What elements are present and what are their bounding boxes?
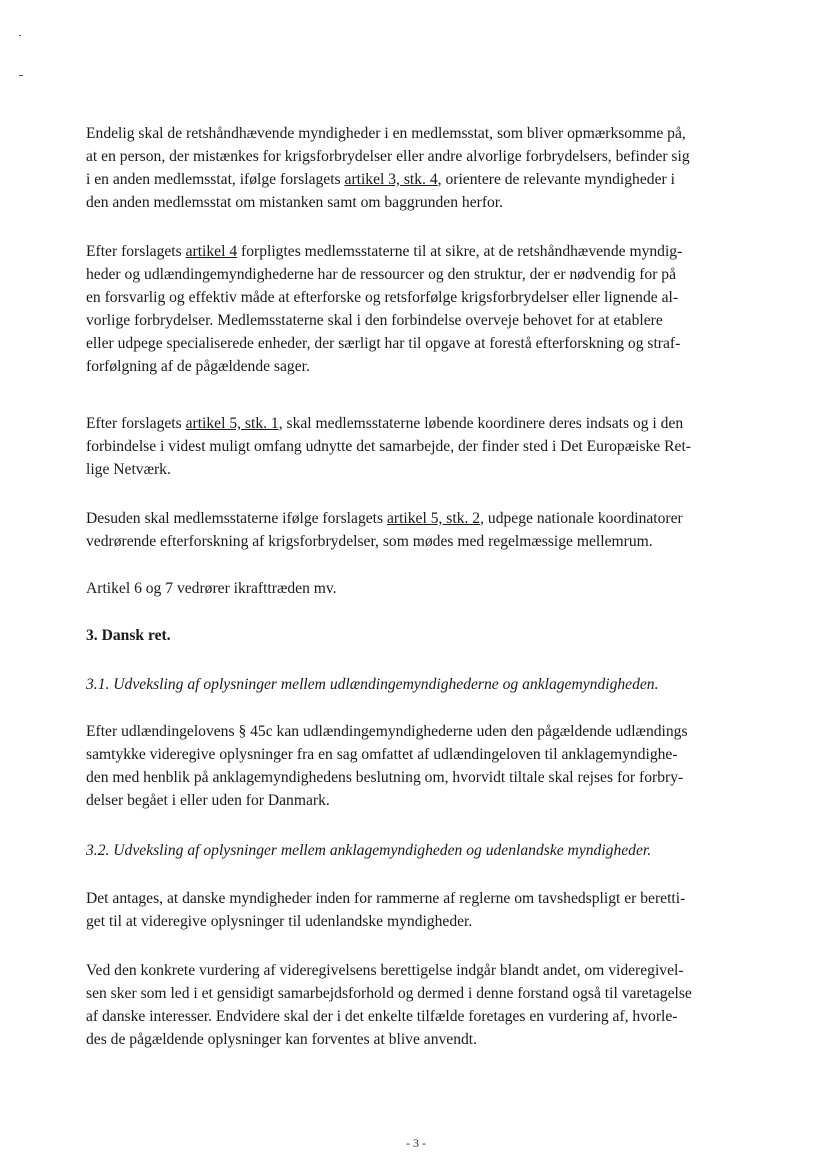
subsection-2-para-1: [86, 887, 746, 933]
article-reference: artikel 3, stk. 4: [344, 171, 438, 188]
article-reference: artikel 4: [185, 243, 238, 260]
text-line: i en anden medlemsstat, ifølge forslagets artikel 3, stk. 4, orientere de relevante myndigheder i: [86, 171, 675, 188]
scan-mark: [19, 75, 23, 76]
text-line: Endelig skal de retshåndhævende myndigheder i en medlemsstat, som bliver opmærksomme på,: [86, 125, 686, 142]
subsection-title-1: 3.1. Udveksling af oplysninger mellem udlændingemyndighederne og anklagemyndigheden.: [86, 676, 659, 693]
article-reference: artikel 5, stk. 1: [185, 415, 279, 432]
section-heading: 3. Dansk ret.: [86, 627, 171, 644]
page-number: - 3 -: [406, 1136, 426, 1150]
text-line: forbindelse i videst muligt omfang udnytte det samarbejde, der finder sted i Det Europæiske Ret-: [86, 438, 691, 455]
article-reference: artikel 5, stk. 2: [386, 510, 481, 527]
text-line: lige Netværk.: [86, 461, 171, 478]
subsection-2-para-2: [86, 959, 746, 1051]
text-line: Efter udlændingelovens § 45c kan udlændingemyndighederne uden den pågældende udlændings: [86, 723, 688, 740]
text-line: en forsvarlig og effektiv måde at efterforske og retsforfølge krigsforbrydelser eller lignende al-: [86, 289, 679, 306]
paragraph-3: [86, 412, 746, 481]
text-line: Det antages, at danske myndigheder inden for rammerne af reglerne om tavshedspligt er beretti-: [86, 890, 686, 907]
text-line: get til at videregive oplysninger til udenlandske myndigheder.: [86, 913, 473, 930]
text-line: Efter forslagets artikel 4 forpligtes medlemsstaterne til at sikre, at de retshåndhævende myndig-: [86, 243, 683, 260]
text-line: Desuden skal medlemsstaterne ifølge forslagets artikel 5, stk. 2, udpege nationale koordinatorer: [86, 510, 683, 527]
subsection-title-2: 3.2. Udveksling af oplysninger mellem anklagemyndigheden og udenlandske myndigheder.: [86, 842, 652, 859]
text-line: delser begået i eller uden for Danmark.: [86, 792, 330, 809]
text-line: Ved den konkrete vurdering af videregivelsens berettigelse indgår blandt andet, om videregivel-: [86, 962, 684, 979]
paragraph-5: [86, 577, 746, 600]
text-line: af danske interesser. Endvidere skal der i det enkelte tilfælde foretages en vurdering af, hvorle-: [86, 1008, 678, 1025]
text-line: den med henblik på anklagemyndighedens beslutning om, hvorvidt tiltale skal rejses for forbry-: [86, 769, 684, 786]
text-line: Efter forslagets artikel 5, stk. 1, skal medlemsstaterne løbende koordinere deres indsats og i den: [86, 415, 684, 432]
scan-mark: [19, 35, 21, 36]
text-line: Artikel 6 og 7 vedrører ikrafttræden mv.: [86, 580, 337, 597]
text-line: eller udpege specialiserede enheder, der særligt har til opgave at forestå efterforskning og straf-: [86, 335, 681, 352]
text-line: heder og udlændingemyndighederne har de ressourcer og den struktur, der er nødvendig for på: [86, 266, 677, 283]
text-line: sen sker som led i et gensidigt samarbejdsforhold og dermed i denne forstand også til varetagelse: [86, 985, 692, 1002]
text-line: vedrørende efterforskning af krigsforbrydelser, som mødes med regelmæssige mellemrum.: [86, 533, 653, 550]
text-line: at en person, der mistænkes for krigsforbrydelser eller andre alvorlige forbrydelsers, befinder sig: [86, 148, 690, 165]
paragraph-1: [86, 122, 746, 214]
text-line: forfølgning af de pågældende sager.: [86, 358, 310, 375]
subsection-1-body: [86, 720, 746, 812]
text-line: den anden medlemsstat om mistanken samt om baggrunden herfor.: [86, 194, 504, 211]
text-line: des de pågældende oplysninger kan forventes at blive anvendt.: [86, 1031, 478, 1048]
text-line: samtykke videregive oplysninger fra en sag omfattet af udlændingeloven til anklagemyndighe-: [86, 746, 678, 763]
paragraph-2: [86, 240, 746, 378]
paragraph-4: [86, 507, 746, 553]
text-line: vorlige forbrydelser. Medlemsstaterne skal i den forbindelse overveje behovet for at etablere: [86, 312, 663, 329]
